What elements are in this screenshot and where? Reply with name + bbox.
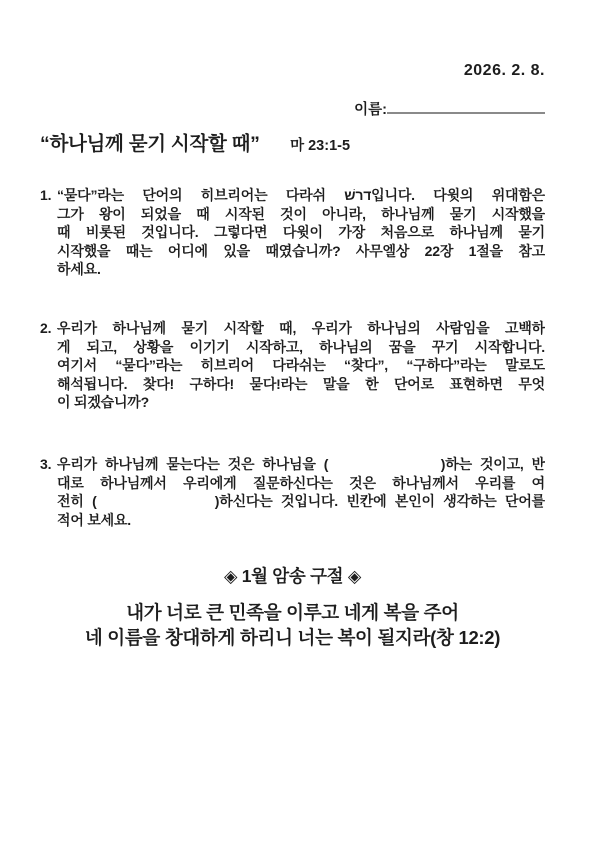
question-line: 대로 하나님께서 우리에게 질문하신다는 것은 하나님께서 우리를 여 xyxy=(57,474,545,491)
question-line: 시작했을 때는 어디에 있을 때였습니까? 사무엘상 22장 1절을 참고 xyxy=(57,242,545,259)
question-item-1 xyxy=(40,186,545,279)
scripture-reference: 마 23:1-5 xyxy=(290,138,351,154)
question-line: 그가 왕이 되었을 때 시작된 것이 아니라, 하나님께 묻기 시작했을 xyxy=(57,205,545,222)
question-line: 때 비롯된 것입니다. 그렇다면 다윗이 가장 처음으로 하나님께 묻기 xyxy=(57,224,545,241)
question-line: 우리가 하나님께 묻기 시작할 때, 우리가 하나님의 사람임을 고백하 xyxy=(57,319,545,336)
title-row xyxy=(40,131,545,160)
memory-verse-text xyxy=(40,600,545,650)
verse-line: 네 이름을 창대하게 하리니 너는 복이 될지라(창 12:2) xyxy=(84,627,501,649)
question-line: 게 되고, 상황을 이기기 시작하고, 하나님의 꿈을 꾸기 시작합니다. xyxy=(57,338,545,355)
question-line-with-blank: 전히 ( )하신다는 것입니다. 빈칸에 본인이 생각하는 단어를 xyxy=(57,493,545,510)
question-line: 이 되겠습니까? xyxy=(57,394,149,411)
question-line: 여기서 “묻다”라는 히브리어 다라쉬는 “찾다”, “구하다”라는 말로도 xyxy=(57,357,545,374)
question-line: “묻다”라는 단어의 히브리어는 다라쉬 דרשׁ입니다. 다윗의 위대함은 xyxy=(57,187,545,203)
memory-verse-header: ◈ 1월 암송 구절 ◈ xyxy=(223,566,362,587)
question-number: 2. xyxy=(40,319,52,336)
question-text xyxy=(57,455,545,529)
document-date: 2026. 2. 8. xyxy=(463,62,545,79)
worksheet-title: “하나님께 묻기 시작할 때” xyxy=(40,133,260,155)
question-text xyxy=(57,186,545,279)
question-line: 적어 보세요. xyxy=(57,511,131,528)
question-line: 해석됩니다. 찾다! 구하다! 묻다!라는 말을 한 단어로 표현하면 무엇 xyxy=(57,375,545,392)
name-blank-line xyxy=(387,97,545,114)
question-line: 하세요. xyxy=(57,261,101,278)
question-item-3 xyxy=(40,455,545,529)
question-text xyxy=(57,319,545,412)
question-number: 3. xyxy=(40,455,52,472)
name-label: 이름: xyxy=(354,102,387,118)
question-line-with-blank: 우리가 하나님께 묻는다는 것은 하나님을 ( )하는 것이고, 반 xyxy=(57,455,545,472)
question-number: 1. xyxy=(40,187,52,203)
question-item-2 xyxy=(40,319,545,412)
verse-line: 내가 너로 큰 민족을 이루고 네게 복을 주어 xyxy=(126,602,459,624)
name-field-row xyxy=(40,97,545,120)
